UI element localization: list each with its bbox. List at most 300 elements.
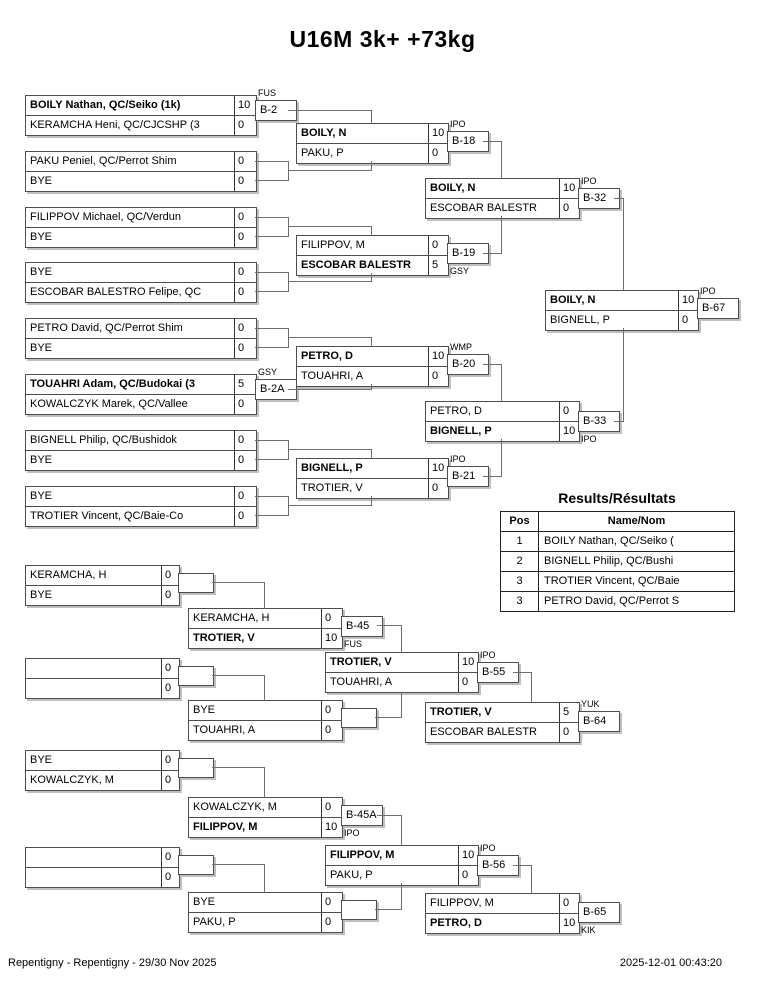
connector-line bbox=[264, 767, 265, 798]
connector-line bbox=[255, 459, 288, 460]
results-row bbox=[501, 591, 734, 611]
score-cell: 0 bbox=[458, 866, 478, 885]
player-row bbox=[26, 751, 179, 771]
score-cell: 5 bbox=[428, 256, 448, 275]
player-row bbox=[26, 507, 256, 526]
player-name: BYE bbox=[30, 342, 53, 354]
player-row bbox=[26, 659, 179, 679]
connector-line bbox=[255, 217, 288, 218]
score-cell: 0 bbox=[321, 609, 342, 628]
connector-line bbox=[255, 272, 288, 273]
score-cell: 0 bbox=[458, 673, 478, 692]
score-cell: 0 bbox=[234, 451, 256, 470]
player-row bbox=[326, 866, 478, 885]
result-name: PETRO David, QC/Perrot S bbox=[544, 595, 680, 607]
player-row bbox=[426, 422, 579, 441]
connector-line bbox=[371, 161, 372, 171]
match-number-box: B-45 bbox=[341, 616, 383, 637]
match-box bbox=[25, 318, 257, 359]
player-row bbox=[26, 679, 179, 698]
match-box bbox=[25, 847, 180, 888]
score-cell: 0 bbox=[234, 487, 256, 506]
score-cell: 10 bbox=[678, 291, 698, 310]
player-row bbox=[426, 179, 579, 199]
match-box bbox=[325, 845, 479, 886]
player-row bbox=[26, 487, 256, 507]
player-name: BYE bbox=[30, 231, 53, 243]
player-name: ESCOBAR BALESTR bbox=[430, 726, 537, 738]
player-name: BIGNELL Philip, QC/Bushidok bbox=[30, 434, 177, 446]
match-number-box: B-55 bbox=[477, 662, 519, 683]
score-cell: 0 bbox=[161, 751, 179, 770]
match-box bbox=[425, 178, 580, 219]
player-row bbox=[297, 124, 448, 144]
connector-line bbox=[483, 476, 502, 477]
player-name: TOUAHRI Adam, QC/Budokai (3 bbox=[30, 378, 196, 390]
player-name: PAKU, P bbox=[301, 147, 344, 159]
connector-line bbox=[288, 389, 371, 390]
match-box bbox=[296, 235, 449, 276]
match-box bbox=[425, 401, 580, 442]
connector-line bbox=[623, 328, 624, 422]
connector-line bbox=[483, 253, 502, 254]
player-name: BOILY, N bbox=[430, 182, 476, 194]
score-cell: 0 bbox=[559, 199, 579, 218]
score-cell: 0 bbox=[321, 893, 342, 912]
match-box bbox=[25, 95, 257, 136]
result-pos: 1 bbox=[501, 532, 539, 551]
connector-line bbox=[371, 496, 372, 506]
player-name: KOWALCZYK, M bbox=[30, 774, 114, 786]
connector-line bbox=[483, 141, 502, 142]
score-cell: 10 bbox=[458, 653, 478, 672]
player-name: ESCOBAR BALESTR bbox=[430, 202, 537, 214]
score-type-tag: YUK bbox=[581, 699, 600, 709]
player-row bbox=[26, 172, 256, 191]
player-name bbox=[26, 848, 161, 867]
connector-box bbox=[178, 573, 214, 593]
connector-line bbox=[255, 236, 288, 237]
player-row bbox=[26, 868, 179, 887]
match-number-box: B-2A bbox=[255, 379, 297, 400]
match-box bbox=[188, 797, 343, 838]
connector-line bbox=[401, 625, 402, 653]
connector-line bbox=[288, 110, 371, 111]
results-row bbox=[501, 531, 734, 551]
match-box bbox=[188, 892, 343, 933]
score-cell: 0 bbox=[161, 566, 179, 585]
connector-line bbox=[255, 161, 288, 162]
score-cell: 0 bbox=[428, 479, 448, 498]
match-number-box: B-33 bbox=[578, 411, 620, 432]
player-name: BYE bbox=[30, 589, 53, 601]
match-box bbox=[425, 702, 580, 743]
player-row bbox=[426, 199, 579, 218]
score-cell: 10 bbox=[428, 124, 448, 143]
player-name: PETRO, D bbox=[430, 405, 482, 417]
player-name: BIGNELL, P bbox=[550, 314, 610, 326]
match-box bbox=[545, 290, 699, 331]
player-name: TROTIER, V bbox=[193, 632, 255, 644]
connector-line bbox=[288, 496, 289, 516]
match-box bbox=[25, 565, 180, 606]
player-name: PAKU Peniel, QC/Perrot Shim bbox=[30, 155, 177, 167]
connector-line bbox=[371, 449, 372, 459]
score-cell: 0 bbox=[161, 848, 179, 867]
score-cell: 0 bbox=[234, 116, 256, 135]
player-row bbox=[26, 451, 256, 470]
player-row bbox=[26, 263, 256, 283]
connector-line bbox=[483, 364, 502, 365]
player-row bbox=[297, 479, 448, 498]
player-row bbox=[546, 291, 698, 311]
footer-event-text: Repentigny - Repentigny - 29/30 Nov 2025 bbox=[8, 957, 217, 969]
score-type-tag: IPO bbox=[581, 434, 597, 444]
score-type-tag: IPO bbox=[450, 119, 466, 129]
score-cell: 0 bbox=[321, 721, 342, 740]
results-row bbox=[501, 551, 734, 571]
player-row bbox=[297, 256, 448, 275]
connector-line bbox=[401, 883, 402, 910]
player-row bbox=[26, 319, 256, 339]
player-row bbox=[26, 771, 179, 790]
match-number-box: B-19 bbox=[447, 243, 489, 264]
connector-line bbox=[501, 216, 502, 254]
connector-line bbox=[401, 692, 402, 718]
score-type-tag: IPO bbox=[700, 286, 716, 296]
player-name: TROTIER, V bbox=[430, 706, 492, 718]
player-row bbox=[189, 798, 342, 818]
result-pos: 3 bbox=[501, 592, 539, 611]
connector-box bbox=[341, 708, 377, 728]
player-name: BYE bbox=[193, 704, 216, 716]
connector-box bbox=[178, 666, 214, 686]
results-row bbox=[501, 571, 734, 591]
score-cell: 0 bbox=[559, 894, 579, 913]
connector-line bbox=[255, 440, 288, 441]
player-name: BYE bbox=[30, 266, 53, 278]
score-type-tag: GSY bbox=[450, 266, 470, 276]
player-row bbox=[26, 283, 256, 302]
player-row bbox=[26, 339, 256, 358]
player-name: PAKU, P bbox=[330, 869, 373, 881]
score-type-tag: IPO bbox=[450, 454, 466, 464]
player-row bbox=[426, 723, 579, 742]
player-name: BYE bbox=[193, 896, 216, 908]
page-title: U16M 3k+ +73kg bbox=[289, 26, 476, 52]
player-row bbox=[26, 116, 256, 135]
player-name: BOILY, N bbox=[550, 294, 596, 306]
score-type-tag: IPO bbox=[344, 828, 360, 838]
footer-timestamp: 2025-12-01 00:43:20 bbox=[619, 957, 722, 969]
connector-line bbox=[288, 272, 289, 292]
player-row bbox=[26, 566, 179, 586]
results-header-name: Name/Nom bbox=[607, 515, 666, 527]
player-name: BYE bbox=[30, 175, 53, 187]
match-number-box: B-2 bbox=[255, 100, 297, 121]
player-row bbox=[546, 311, 698, 330]
connector-line bbox=[377, 815, 402, 816]
connector-line bbox=[255, 515, 288, 516]
player-row bbox=[26, 431, 256, 451]
score-cell: 0 bbox=[234, 152, 256, 171]
player-row bbox=[326, 653, 478, 673]
connector-line bbox=[288, 440, 289, 460]
player-row bbox=[189, 701, 342, 721]
score-cell: 0 bbox=[321, 913, 342, 932]
player-name: BOILY, N bbox=[301, 127, 347, 139]
score-cell: 10 bbox=[559, 422, 579, 441]
player-row bbox=[26, 208, 256, 228]
player-name: ESCOBAR BALESTRO Felipe, QC bbox=[30, 286, 202, 298]
score-type-tag: IPO bbox=[480, 843, 496, 853]
match-box bbox=[25, 750, 180, 791]
score-cell: 5 bbox=[559, 703, 579, 722]
match-box bbox=[25, 262, 257, 303]
connector-line bbox=[371, 226, 372, 236]
connector-line bbox=[255, 328, 288, 329]
result-name: BIGNELL Philip, QC/Bushi bbox=[544, 555, 674, 567]
player-row bbox=[297, 347, 448, 367]
match-number-box: B-64 bbox=[578, 711, 620, 732]
score-cell: 0 bbox=[161, 868, 179, 887]
player-row bbox=[297, 236, 448, 256]
match-box bbox=[188, 608, 343, 649]
score-cell: 0 bbox=[234, 208, 256, 227]
score-cell: 10 bbox=[428, 347, 448, 366]
player-name: PETRO, D bbox=[430, 917, 482, 929]
match-box bbox=[25, 658, 180, 699]
connector-line bbox=[255, 347, 288, 348]
score-type-tag: KIK bbox=[581, 925, 596, 935]
results-header-row bbox=[501, 512, 734, 531]
player-row bbox=[189, 913, 342, 932]
player-row bbox=[326, 673, 478, 692]
connector-line bbox=[501, 141, 502, 179]
player-row bbox=[297, 459, 448, 479]
results-header-pos: Pos bbox=[501, 512, 539, 531]
connector-line bbox=[255, 291, 288, 292]
player-name: FILIPPOV, M bbox=[430, 897, 494, 909]
player-name: PAKU, P bbox=[193, 916, 236, 928]
score-type-tag: IPO bbox=[480, 650, 496, 660]
match-number-box: B-65 bbox=[578, 902, 620, 923]
score-cell: 10 bbox=[321, 818, 342, 837]
score-cell: 0 bbox=[321, 798, 342, 817]
connector-line bbox=[288, 281, 371, 282]
player-name: PETRO, D bbox=[301, 350, 353, 362]
player-name bbox=[26, 659, 161, 678]
connector-line bbox=[288, 449, 371, 450]
player-row bbox=[426, 894, 579, 914]
match-number-box: B-20 bbox=[447, 354, 489, 375]
player-row bbox=[189, 629, 342, 648]
match-box bbox=[25, 151, 257, 192]
score-cell: 0 bbox=[559, 723, 579, 742]
player-name: KERAMCHA, H bbox=[193, 612, 270, 624]
connector-line bbox=[264, 675, 265, 701]
match-box bbox=[296, 346, 449, 387]
player-name: KERAMCHA, H bbox=[30, 569, 107, 581]
connector-line bbox=[264, 864, 265, 893]
match-number-box: B-67 bbox=[697, 298, 739, 319]
player-name: BOILY Nathan, QC/Seiko (1k) bbox=[30, 99, 181, 111]
player-name: FILIPPOV, M bbox=[330, 849, 395, 861]
score-cell: 0 bbox=[321, 701, 342, 720]
connector-box bbox=[178, 855, 214, 875]
connector-line bbox=[288, 161, 289, 181]
match-number-box: B-21 bbox=[447, 466, 489, 487]
score-type-tag: IPO bbox=[581, 176, 597, 186]
match-number-box: B-56 bbox=[477, 855, 519, 876]
result-name: TROTIER Vincent, QC/Baie bbox=[544, 575, 680, 587]
score-cell: 0 bbox=[234, 319, 256, 338]
connector-line bbox=[371, 110, 372, 124]
match-box bbox=[296, 458, 449, 499]
connector-line bbox=[375, 909, 402, 910]
match-box bbox=[296, 123, 449, 164]
connector-line bbox=[212, 675, 264, 676]
score-cell: 0 bbox=[234, 263, 256, 282]
connector-line bbox=[375, 717, 402, 718]
score-cell: 10 bbox=[321, 629, 342, 648]
connector-line bbox=[255, 180, 288, 181]
connector-line bbox=[255, 496, 288, 497]
score-cell: 10 bbox=[428, 459, 448, 478]
connector-line bbox=[501, 364, 502, 402]
match-box bbox=[425, 893, 580, 934]
player-row bbox=[26, 375, 256, 395]
match-box bbox=[25, 486, 257, 527]
player-row bbox=[297, 144, 448, 163]
connector-line bbox=[377, 625, 402, 626]
connector-line bbox=[623, 198, 624, 291]
connector-line bbox=[288, 217, 289, 237]
match-box bbox=[325, 652, 479, 693]
player-name: FILIPPOV, M bbox=[301, 239, 365, 251]
score-cell: 10 bbox=[559, 914, 579, 933]
player-row bbox=[189, 818, 342, 837]
score-cell: 0 bbox=[161, 586, 179, 605]
score-cell: 10 bbox=[234, 96, 256, 115]
match-box bbox=[25, 430, 257, 471]
score-type-tag: FUS bbox=[344, 639, 362, 649]
player-name: PETRO David, QC/Perrot Shim bbox=[30, 322, 183, 334]
connector-box bbox=[341, 900, 377, 920]
player-row bbox=[297, 367, 448, 386]
connector-line bbox=[531, 672, 532, 703]
connector-line bbox=[264, 582, 265, 609]
connector-line bbox=[371, 273, 372, 282]
score-cell: 0 bbox=[234, 395, 256, 414]
player-name: KOWALCZYK, M bbox=[193, 801, 277, 813]
score-type-tag: WMP bbox=[450, 342, 472, 352]
score-cell: 0 bbox=[234, 507, 256, 526]
match-number-box: B-45A bbox=[341, 805, 383, 826]
connector-line bbox=[212, 582, 264, 583]
result-pos: 2 bbox=[501, 552, 539, 571]
player-name: BIGNELL, P bbox=[430, 425, 492, 437]
player-name: FILIPPOV, M bbox=[193, 821, 258, 833]
result-name: BOILY Nathan, QC/Seiko ( bbox=[544, 535, 674, 547]
score-cell: 0 bbox=[428, 236, 448, 255]
connector-line bbox=[501, 439, 502, 477]
player-row bbox=[189, 893, 342, 913]
score-cell: 0 bbox=[234, 228, 256, 247]
player-name: KERAMCHA Heni, QC/CJCSHP (3 bbox=[30, 119, 200, 131]
score-cell: 5 bbox=[234, 375, 256, 394]
player-row bbox=[26, 152, 256, 172]
score-cell: 0 bbox=[428, 144, 448, 163]
connector-line bbox=[531, 865, 532, 894]
player-row bbox=[26, 228, 256, 247]
connector-line bbox=[288, 328, 289, 348]
results-table bbox=[500, 511, 735, 612]
connector-line bbox=[288, 170, 371, 171]
score-type-tag: FUS bbox=[258, 88, 276, 98]
score-cell: 0 bbox=[161, 659, 179, 678]
score-cell: 0 bbox=[234, 431, 256, 450]
player-row bbox=[26, 96, 256, 116]
connector-box bbox=[178, 758, 214, 778]
player-row bbox=[326, 846, 478, 866]
connector-line bbox=[513, 865, 532, 866]
connector-line bbox=[371, 384, 372, 390]
player-name: TROTIER, V bbox=[330, 656, 392, 668]
connector-line bbox=[513, 672, 532, 673]
player-name: BYE bbox=[30, 454, 53, 466]
player-row bbox=[189, 609, 342, 629]
match-box bbox=[25, 374, 257, 415]
results-title: Results/Résultats bbox=[558, 490, 676, 506]
score-cell: 0 bbox=[234, 283, 256, 302]
score-cell: 0 bbox=[559, 402, 579, 421]
connector-line bbox=[288, 505, 371, 506]
player-name: TOUAHRI, A bbox=[193, 724, 256, 736]
match-number-box: B-32 bbox=[578, 188, 620, 209]
connector-line bbox=[288, 226, 371, 227]
score-cell: 0 bbox=[161, 771, 179, 790]
player-row bbox=[426, 703, 579, 723]
player-name: TOUAHRI, A bbox=[330, 676, 393, 688]
player-name: FILIPPOV Michael, QC/Verdun bbox=[30, 211, 182, 223]
player-name: ESCOBAR BALESTR bbox=[301, 259, 412, 271]
player-row bbox=[26, 848, 179, 868]
connector-line bbox=[288, 337, 371, 338]
score-cell: 0 bbox=[161, 679, 179, 698]
player-name: BYE bbox=[30, 490, 53, 502]
player-name bbox=[26, 868, 161, 887]
match-number-box: B-18 bbox=[447, 131, 489, 152]
connector-line bbox=[401, 815, 402, 846]
player-name: TROTIER Vincent, QC/Baie-Co bbox=[30, 510, 184, 522]
player-name: TROTIER, V bbox=[301, 482, 363, 494]
score-cell: 10 bbox=[458, 846, 478, 865]
score-type-tag: GSY bbox=[258, 367, 278, 377]
player-name: BIGNELL, P bbox=[301, 462, 363, 474]
score-cell: 0 bbox=[234, 172, 256, 191]
match-box bbox=[188, 700, 343, 741]
connector-line bbox=[371, 337, 372, 347]
connector-line bbox=[212, 864, 264, 865]
player-row bbox=[426, 402, 579, 422]
match-box bbox=[25, 207, 257, 248]
player-name: KOWALCZYK Marek, QC/Vallee bbox=[30, 398, 188, 410]
connector-line bbox=[212, 767, 264, 768]
player-row bbox=[26, 395, 256, 414]
player-row bbox=[26, 586, 179, 605]
player-name: BYE bbox=[30, 754, 53, 766]
